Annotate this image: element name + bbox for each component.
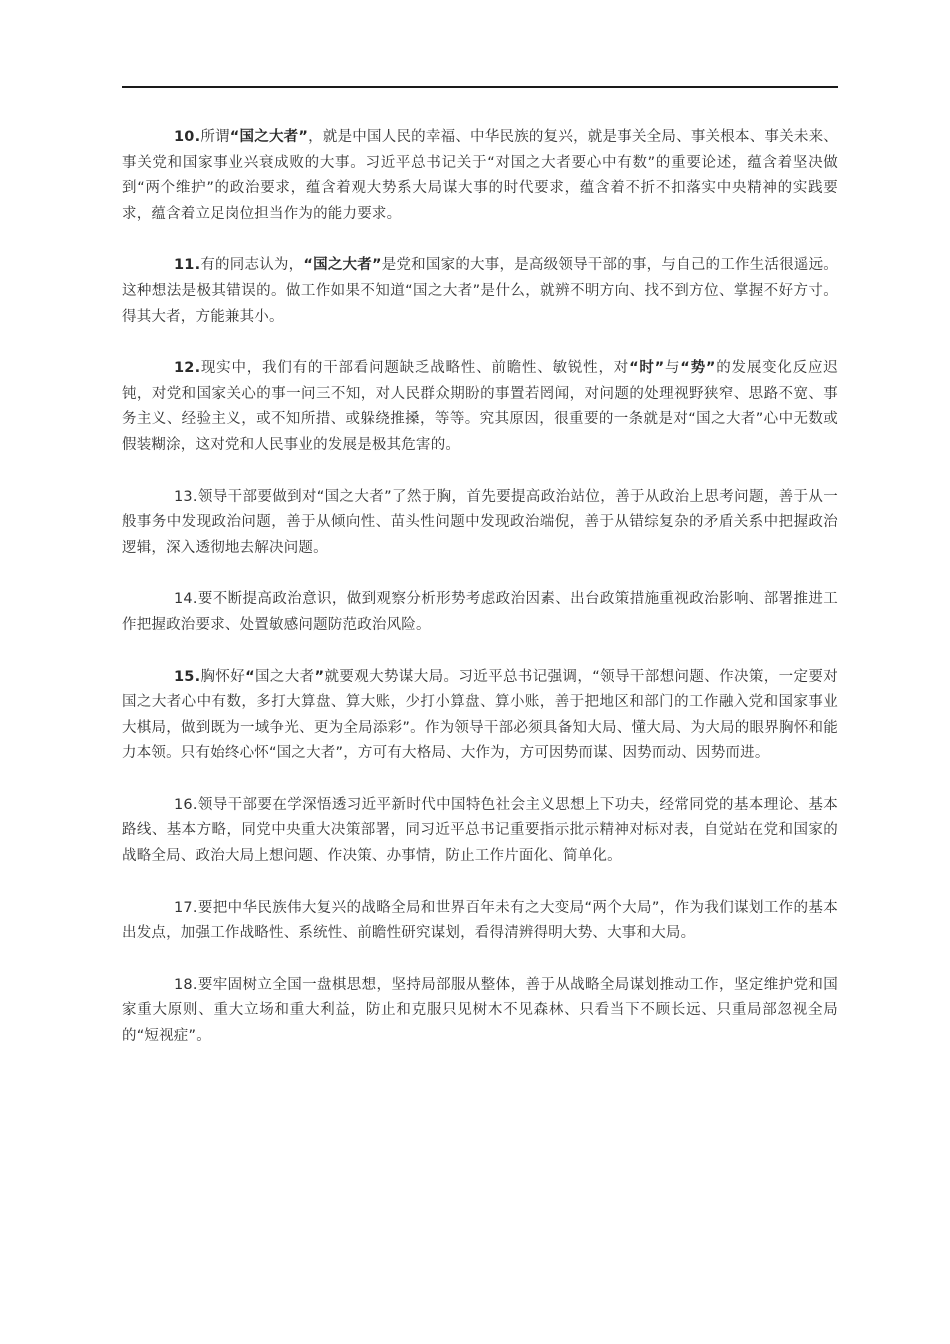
paragraph-text: 要牢固树立全国一盘棋思想，坚持局部服从整体，善于从战略全局谋划推动工作，坚定维护党和国家重大原则、重大立场和重大利益，防止和克服只见树木不见森林、只看当下不顾长远、只重局部忽视全局的“短视症”。 — [122, 976, 838, 1045]
emphasis-text: “时” — [629, 360, 665, 377]
paragraph-17 — [122, 896, 838, 947]
emphasis-text: “势” — [680, 360, 716, 377]
paragraph-11 — [122, 253, 838, 330]
paragraph-text: 有的同志认为， — [200, 257, 304, 274]
emphasis-text: ” — [314, 668, 325, 685]
emphasis-text: “ — [245, 668, 255, 685]
paragraph-text: 领导干部要在学深悟透习近平新时代中国特色社会主义思想上下功夫，经常同党的基本理论、基本路线、基本方略，同党中央重大决策部署，同习近平总书记重要指示批示精神对标对表，自觉站在党和国家的战略全局、政治大局上想问题、作决策、办事情，防止工作片面化、简单化。 — [122, 796, 838, 865]
paragraph-text: 要把中华民族伟大复兴的战略全局和世界百年未有之大变局“两个大局”，作为我们谋划工作的基本出发点，加强工作战略性、系统性、前瞻性研究谋划，看得清辨得明大势、大事和大局。 — [122, 899, 838, 942]
header-rule — [122, 86, 838, 88]
paragraph-14 — [122, 587, 838, 638]
paragraph-number: 11. — [174, 257, 201, 274]
paragraph-12 — [122, 356, 838, 458]
paragraph-number: 15. — [174, 668, 201, 685]
paragraph-number: 16. — [174, 796, 198, 813]
paragraph-text: 胸怀好 — [200, 668, 246, 685]
emphasis-text: “国之大者” — [229, 129, 309, 145]
paragraph-number: 17. — [174, 899, 198, 916]
paragraph-text: 现实中，我们有的干部看问题缺乏战略性、前瞻性、敏锐性，对 — [200, 360, 630, 377]
paragraph-10 — [122, 125, 838, 227]
emphasis-text: “国之大者” — [303, 257, 382, 274]
paragraph-15 — [122, 665, 838, 767]
paragraph-text: 就要观大势谋大局。习近平总书记强调，“领导干部想问题、作决策，一定要对国之大者心中有数，多打大算盘、算大账，少打小算盘、算小账，善于把地区和部门的工作融入党和国家事业大棋局，做到既为一域争光、更为全局添彩”。作为领导干部必须具备知大局、懂大局、为大局的眼界胸怀和能力本领。只有始终心怀“国之大者”，方可有大格局、大作为，方可因势而谋、因势而动、因势而进。 — [122, 668, 838, 762]
paragraph-text: ，就是中国人民的幸福、中华民族的复兴，就是事关全局、事关根本、事关未来、事关党和国家事业兴衰成败的大事。习近平总书记关于“对国之大者要心中有数”的重要论述，蕴含着坚决做到“两个维护”的政治要求，蕴含着观大势系大局谋大事的时代要求，蕴含着不折不扣落实中央精神的实践要求，蕴含着立足岗位担当作为的能力要求。 — [122, 129, 838, 222]
paragraph-13 — [122, 485, 838, 562]
paragraph-text: 要不断提高政治意识，做到观察分析形势考虑政治因素、出台政策措施重视政治影响、部署推进工作把握政治要求、处置敏感问题防范政治风险。 — [122, 591, 838, 633]
paragraph-number: 13. — [174, 488, 198, 505]
paragraph-number: 18. — [174, 976, 198, 993]
paragraph-text: 的发展变化反应迟钝，对党和国家关心的事一问三不知，对人民群众期盼的事置若罔闻，对问题的处理视野狭窄、思路不宽、事务主义、经验主义，或不知所措、或躲绕推搡，等等。究其原因，很重要的一条就是对“国之大者”心中无数或假装糊涂，这对党和人民事业的发展是极其危害的。 — [122, 360, 838, 453]
paragraph-number: 12. — [174, 360, 201, 377]
document-body — [122, 125, 838, 1076]
paragraph-text: 国之大者 — [254, 668, 315, 685]
paragraph-text: 与 — [664, 360, 681, 377]
paragraph-text: 是党和国家的大事，是高级领导干部的事，与自己的工作生活很遥远。这种想法是极其错误的。做工作如果不知道“国之大者”是什么，就辨不明方向、找不到方位、掌握不好方寸。得其大者，方能兼其小。 — [122, 257, 838, 325]
paragraph-number: 14. — [174, 591, 198, 608]
paragraph-18 — [122, 973, 838, 1050]
paragraph-text: 领导干部要做到对“国之大者”了然于胸，首先要提高政治站位，善于从政治上思考问题，善于从一般事务中发现政治问题，善于从倾向性、苗头性问题中发现政治端倪，善于从错综复杂的矛盾关系中把握政治逻辑，深入透彻地去解决问题。 — [122, 488, 838, 556]
paragraph-number: 10. — [174, 129, 201, 145]
paragraph-text: 所谓 — [200, 129, 230, 145]
paragraph-16 — [122, 793, 838, 870]
